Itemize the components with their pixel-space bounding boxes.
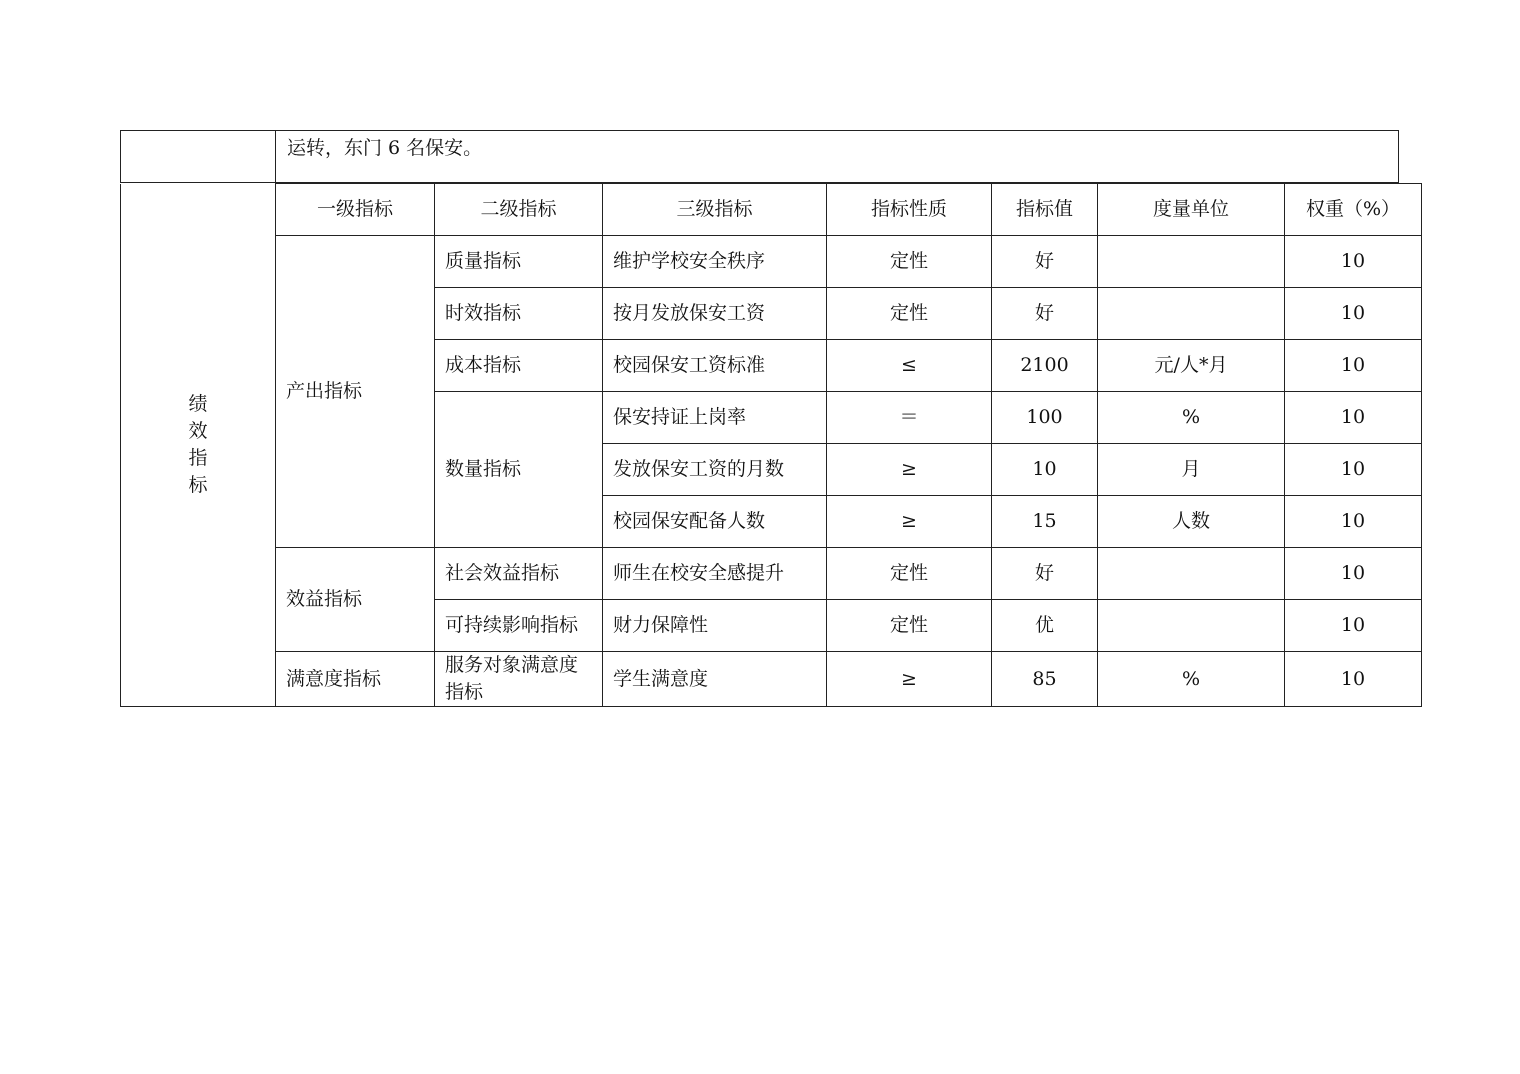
sub-timeliness: 时效指标	[435, 288, 603, 340]
sub-quality: 质量指标	[435, 236, 603, 288]
unit-cell	[1098, 548, 1285, 600]
sub-quantity: 数量指标	[435, 392, 603, 548]
unit-cell: %	[1098, 392, 1285, 444]
item-cell: 保安持证上岗率	[603, 392, 827, 444]
continuation-text: 运转，东门 6 名保安。	[287, 137, 483, 159]
performance-metrics-table	[120, 183, 1422, 707]
unit-cell	[1098, 600, 1285, 652]
value-cell: 100	[992, 392, 1098, 444]
side-label-char: 指	[188, 446, 208, 469]
unit-cell	[1098, 288, 1285, 340]
weight-cell: 10	[1285, 600, 1422, 652]
nature-cell: 定性	[827, 548, 992, 600]
side-label-char: 绩	[188, 392, 208, 415]
weight-cell: 10	[1285, 236, 1422, 288]
weight-cell: 10	[1285, 496, 1422, 548]
side-label-char: 标	[188, 473, 208, 496]
nature-cell: ≤	[827, 340, 992, 392]
weight-cell: 10	[1285, 340, 1422, 392]
value-cell: 优	[992, 600, 1098, 652]
weight-cell: 10	[1285, 392, 1422, 444]
nature-cell: 定性	[827, 600, 992, 652]
unit-cell	[1098, 236, 1285, 288]
value-cell: 好	[992, 548, 1098, 600]
group-benefit: 效益指标	[276, 548, 435, 652]
value-cell: 好	[992, 236, 1098, 288]
item-cell: 校园保安配备人数	[603, 496, 827, 548]
side-label-cell	[121, 184, 276, 707]
unit-cell: %	[1098, 652, 1285, 707]
unit-cell: 人数	[1098, 496, 1285, 548]
value-cell: 15	[992, 496, 1098, 548]
table-row	[121, 236, 1422, 288]
sub-social: 社会效益指标	[435, 548, 603, 600]
nature-cell: 定性	[827, 236, 992, 288]
item-cell: 学生满意度	[603, 652, 827, 707]
item-cell: 维护学校安全秩序	[603, 236, 827, 288]
header-weight: 权重（%）	[1285, 184, 1422, 236]
nature-cell: ≥	[827, 496, 992, 548]
value-cell: 好	[992, 288, 1098, 340]
header-nature: 指标性质	[827, 184, 992, 236]
header-level1: 一级指标	[276, 184, 435, 236]
continuation-row	[120, 130, 1399, 183]
header-unit: 度量单位	[1098, 184, 1285, 236]
table-row	[121, 548, 1422, 600]
weight-cell: 10	[1285, 548, 1422, 600]
value-cell: 10	[992, 444, 1098, 496]
nature-cell: 定性	[827, 288, 992, 340]
item-cell: 师生在校安全感提升	[603, 548, 827, 600]
sub-service: 服务对象满意度指标	[435, 652, 603, 707]
value-cell: 85	[992, 652, 1098, 707]
header-value: 指标值	[992, 184, 1098, 236]
sub-cost: 成本指标	[435, 340, 603, 392]
weight-cell: 10	[1285, 652, 1422, 707]
group-satisfaction: 满意度指标	[276, 652, 435, 707]
weight-cell: 10	[1285, 444, 1422, 496]
nature-cell: ＝	[827, 392, 992, 444]
unit-cell: 月	[1098, 444, 1285, 496]
item-cell: 发放保安工资的月数	[603, 444, 827, 496]
nature-cell: ≥	[827, 652, 992, 707]
weight-cell: 10	[1285, 288, 1422, 340]
continuation-label-cell	[121, 131, 276, 182]
header-level3: 三级指标	[603, 184, 827, 236]
table-row	[121, 652, 1422, 707]
header-row	[121, 184, 1422, 236]
item-cell: 校园保安工资标准	[603, 340, 827, 392]
header-level2: 二级指标	[435, 184, 603, 236]
group-output: 产出指标	[276, 236, 435, 548]
item-cell: 按月发放保安工资	[603, 288, 827, 340]
item-cell: 财力保障性	[603, 600, 827, 652]
unit-cell: 元/人*月	[1098, 340, 1285, 392]
sub-sustain: 可持续影响指标	[435, 600, 603, 652]
value-cell: 2100	[992, 340, 1098, 392]
side-label-char: 效	[188, 419, 208, 442]
nature-cell: ≥	[827, 444, 992, 496]
